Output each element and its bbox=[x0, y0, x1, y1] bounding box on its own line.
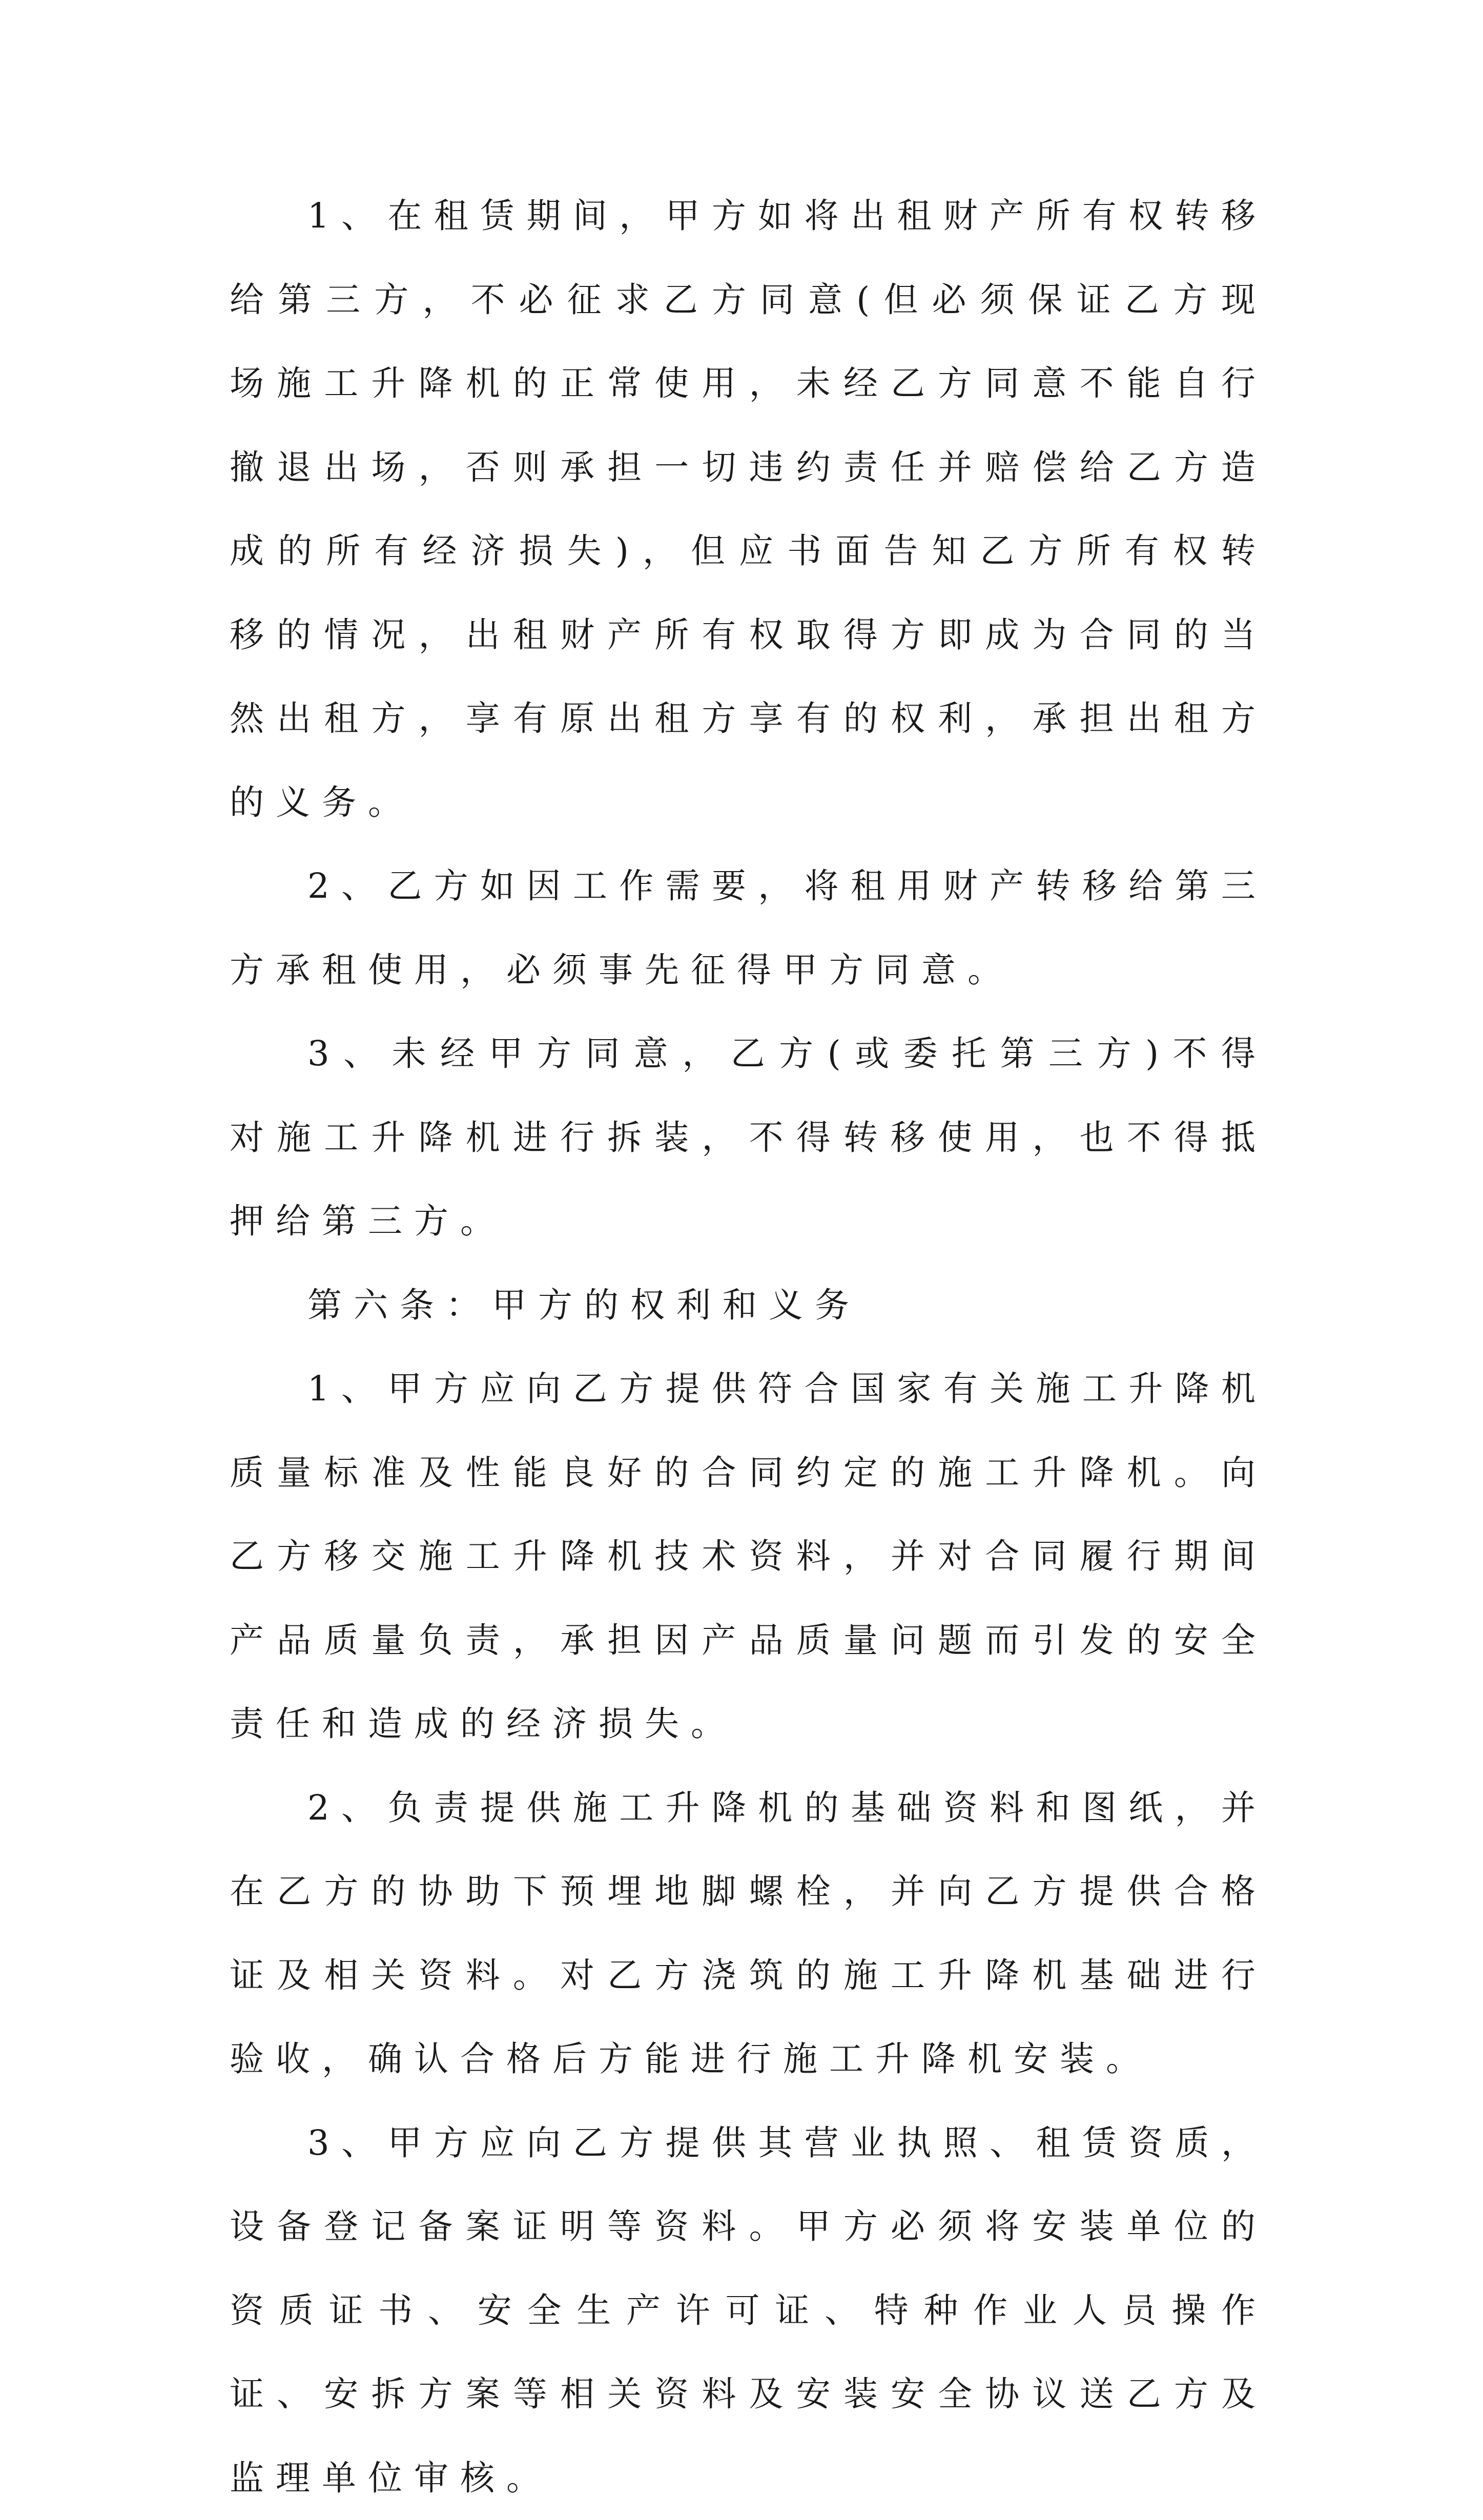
document-body bbox=[230, 174, 1267, 2520]
paragraph-clause-1: 1、在租赁期间，甲方如将出租财产所有权转移给第三方，不必征求乙方同意(但必须保证乙方现场施工升降机的正常使用，未经乙方同意不能自行撤退出场，否则承担一切违约责任并赔偿给乙方造成的所有经济损失)，但应书面告知乙方所有权转移的情况，出租财产所有权取得方即成为合同的当然出租方，享有原出租方享有的权利，承担出租方的义务。 bbox=[230, 174, 1267, 844]
paragraph-party-a-duty-3: 3、甲方应向乙方提供其营业执照、租赁资质，设备登记备案证明等资料。甲方必须将安装单位的资质证书、安全生产许可证、特种作业人员操作证、安拆方案等相关资料及安装安全协议送乙方及监理单位审核。 bbox=[230, 2101, 1267, 2520]
paragraph-clause-3: 3、未经甲方同意，乙方(或委托第三方)不得对施工升降机进行拆装，不得转移使用，也不得抵押给第三方。 bbox=[230, 1012, 1267, 1264]
section-heading-article-6: 第六条：甲方的权利和义务 bbox=[230, 1264, 1267, 1348]
paragraph-clause-2: 2、乙方如因工作需要，将租用财产转移给第三方承租使用，必须事先征得甲方同意。 bbox=[230, 844, 1267, 1012]
paragraph-party-a-duty-1: 1、甲方应向乙方提供符合国家有关施工升降机质量标准及性能良好的合同约定的施工升降机。向乙方移交施工升降机技术资料，并对合同履行期间产品质量负责，承担因产品质量问题而引发的安全责任和造成的经济损失。 bbox=[230, 1347, 1267, 1766]
paragraph-party-a-duty-2: 2、负责提供施工升降机的基础资料和图纸，并在乙方的协助下预埋地脚螺栓，并向乙方提供合格证及相关资料。对乙方浇筑的施工升降机基础进行验收，确认合格后方能进行施工升降机安装。 bbox=[230, 1766, 1267, 2101]
